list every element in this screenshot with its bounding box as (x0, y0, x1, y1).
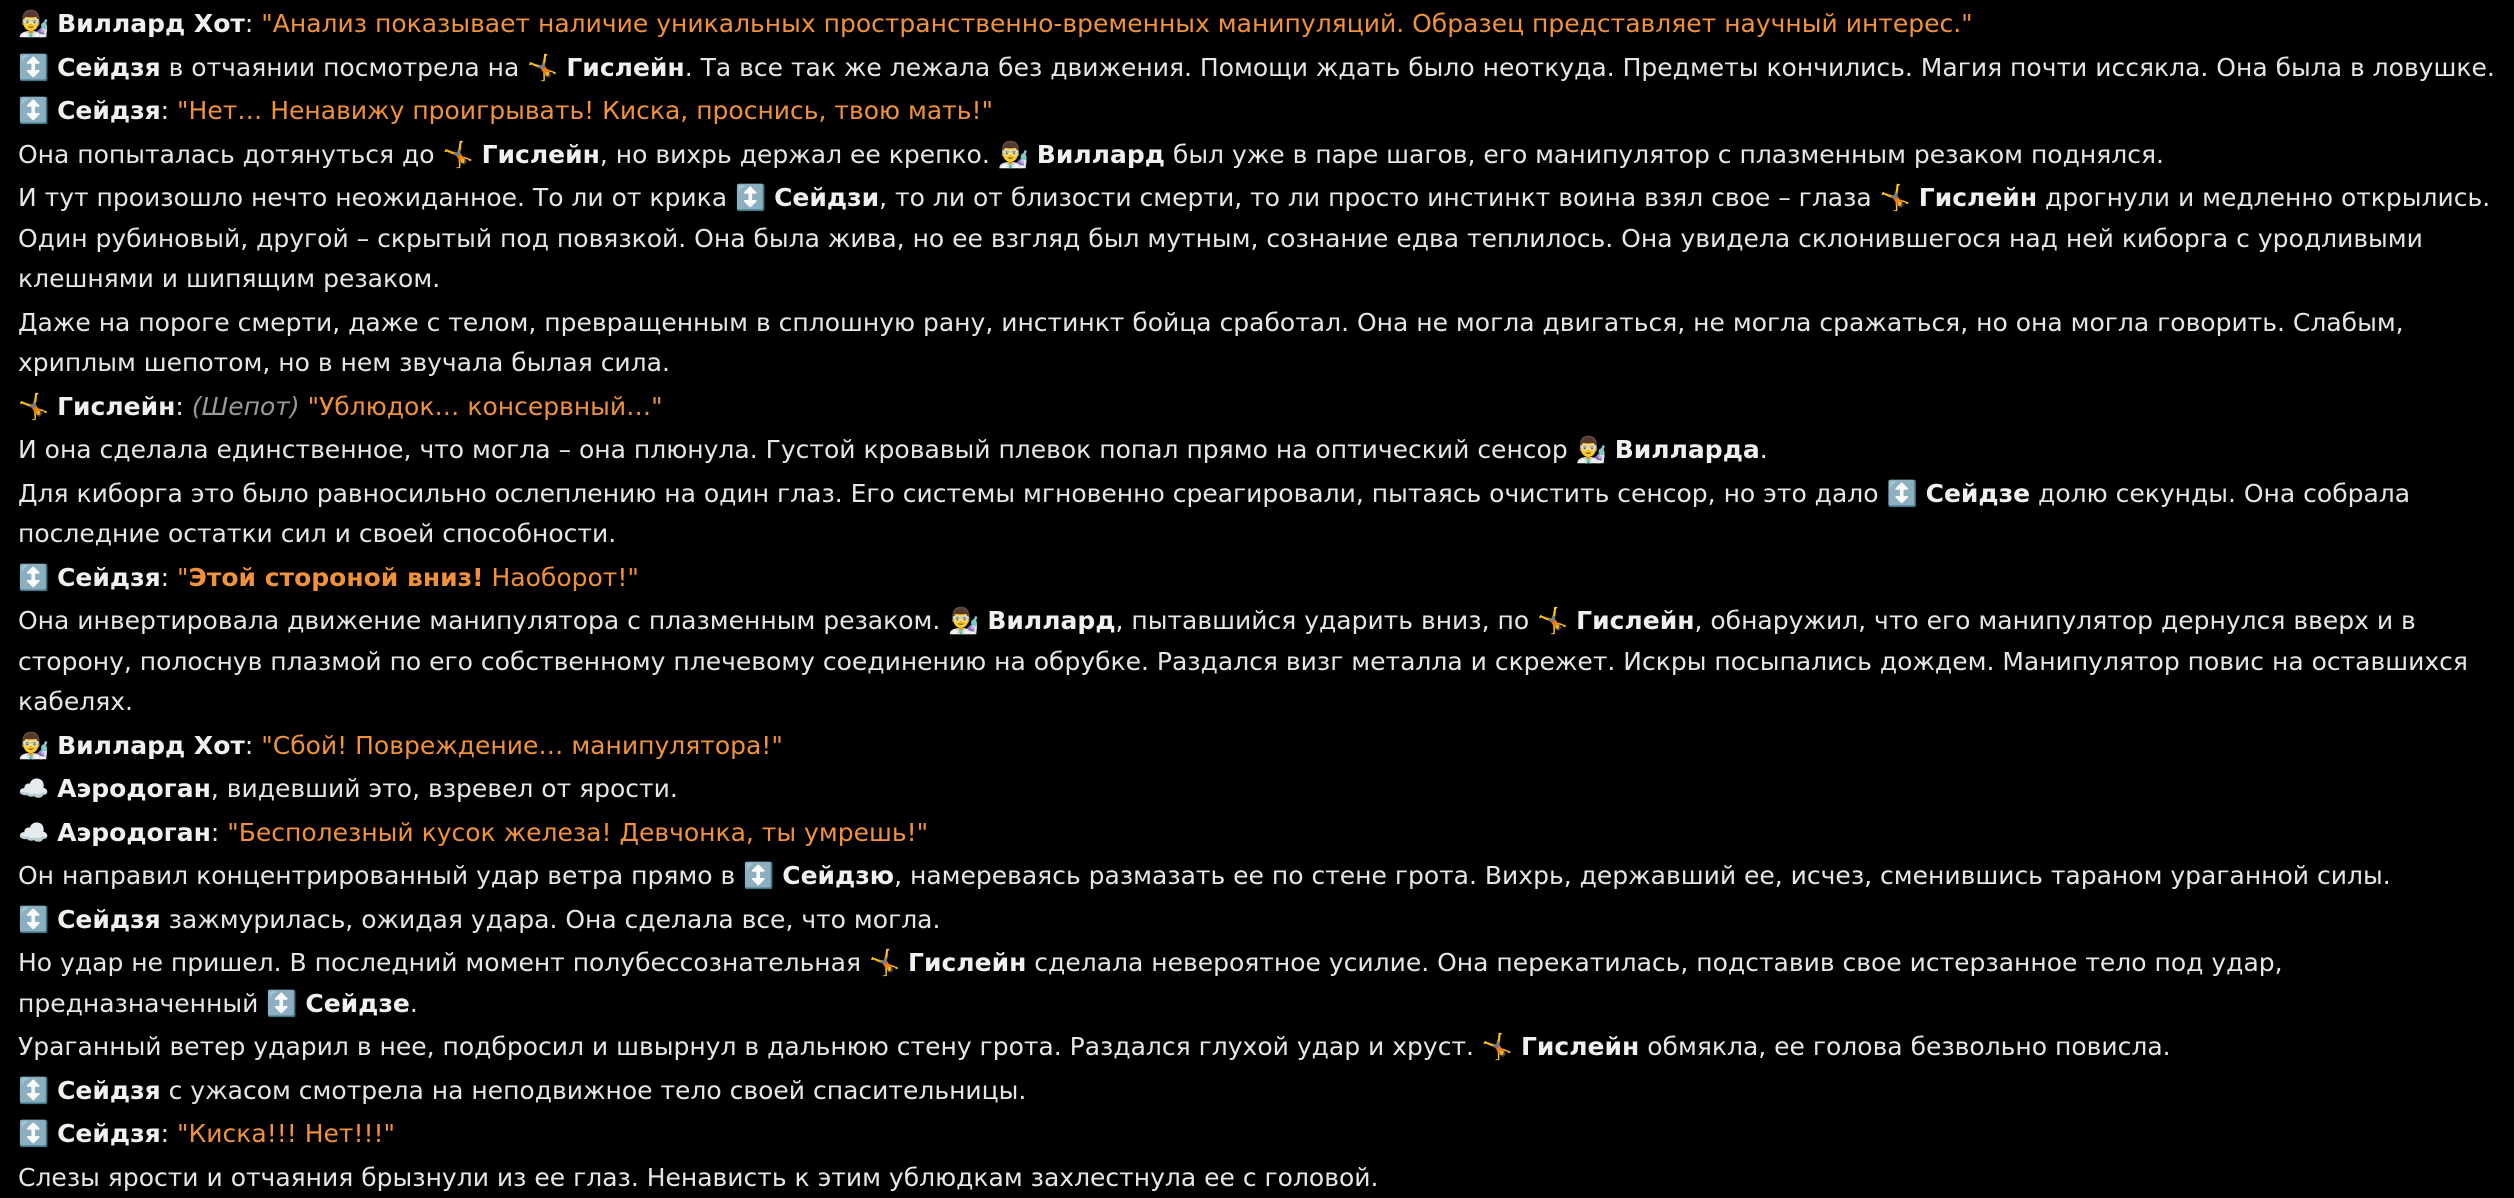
character-emoji-icon: 🤸 (1879, 183, 1919, 212)
character-emoji-icon: 🤸 (1537, 606, 1577, 635)
story-paragraph (18, 387, 2498, 428)
narration-text: И тут произошло нечто неожиданное. То ли от крика (18, 183, 735, 212)
story-paragraph (18, 726, 2498, 767)
character-name: Сейдзя (57, 1119, 161, 1148)
character-name: Виллард Хот (57, 9, 245, 38)
narration-text: , обнаружил, что его манипулятор дернулся вверх и в сторону, полоснув плазмой по его собственному плечевому соединению на обрубке. Раздался визг металла и скрежет. Искры посыпались дождем. Манипулятор повис на оставшихся кабелях. (18, 606, 2468, 716)
narration-text: : (160, 562, 178, 592)
character-emoji-icon: 👨‍🔬 (1575, 435, 1615, 464)
story-paragraph (18, 1114, 2498, 1155)
character-emoji-icon: ↕️ (1886, 478, 1926, 508)
narration-text: : (160, 1119, 178, 1148)
narration-text: Она инвертировала движение манипулятора с плазменным резаком. (18, 606, 949, 635)
dialogue-quote: "Бесполезный кусок железа! Девчонка, ты умрешь!" (227, 817, 929, 847)
character-emoji-icon: 👨‍🔬 (18, 9, 58, 38)
character-name: Гислейн (908, 948, 1027, 977)
story-paragraph (18, 303, 2498, 384)
narration-text: , пытавшийся ударить вниз, по (1115, 606, 1538, 635)
narration-text: Ураганный ветер ударил в нее, подбросил и швырнул в дальнюю стену грота. Раздался глухой удар и хруст. (18, 1032, 1482, 1061)
story-paragraph (18, 1158, 2498, 1198)
narration-text: дрогнули и медленно открылись. Один рубиновый, другой – скрытый под повязкой. Она была жива, но ее взгляд был мутным, сознание едва теплилось. Она увидела склонившегося над ней киборга с уродливыми клешнями и шипящим резаком. (18, 183, 2491, 293)
character-name: Аэродоган (57, 817, 211, 847)
character-emoji-icon: ↕️ (18, 562, 58, 592)
character-name: Виллард (987, 606, 1116, 635)
character-emoji-icon: 👨‍🔬 (948, 606, 988, 635)
character-name: Сейдзя (57, 52, 161, 82)
narration-text: : (160, 96, 178, 125)
dialogue-quote: "Киска!!! Нет!!!" (177, 1119, 396, 1148)
story-paragraph (18, 178, 2498, 300)
character-name: Гислейн (57, 391, 176, 421)
character-name: Вилларда (1614, 435, 1760, 464)
character-name: Гислейн (1576, 606, 1695, 635)
narration-text: Она попыталась дотянуться до (18, 139, 443, 169)
character-name: Сейдзя (57, 562, 161, 592)
narration-text: сделала невероятное усилие. Она перекатилась, подставив свое истерзанное тело под удар, предназначенный (18, 948, 2283, 1018)
story-paragraph (18, 813, 2498, 854)
character-name: Гислейн (566, 52, 685, 82)
story-paragraph (18, 601, 2498, 723)
character-emoji-icon: ↕️ (18, 52, 58, 82)
character-emoji-icon: 👨‍🔬 (18, 730, 58, 760)
character-emoji-icon: ↕️ (18, 1075, 58, 1105)
narration-text: Он направил концентрированный удар ветра прямо в (18, 861, 744, 890)
narration-text: , то ли от близости смерти, то ли просто инстинкт воина взял свое – глаза (879, 183, 1880, 212)
story-paragraph (18, 430, 2498, 471)
character-emoji-icon: 👨‍🔬 (997, 139, 1037, 169)
narration-text: был уже в паре шагов, его манипулятор с плазменным резаком поднялся. (1164, 139, 2164, 169)
story-paragraph (18, 91, 2498, 132)
dialogue-quote: "Нет… Ненавижу проигрывать! Киска, проснись, твою мать!" (177, 96, 994, 125)
story-paragraph (18, 135, 2498, 176)
narration-text: . Та все так же лежала без движения. Помощи ждать было неоткуда. Предметы кончились. Магия почти иссякла. Она была в ловушке. (684, 52, 2495, 82)
character-emoji-icon: ↕️ (18, 1119, 58, 1148)
character-emoji-icon: ↕️ (18, 904, 58, 934)
character-name: Сейдзе (1925, 478, 2031, 508)
story-paragraph (18, 1071, 2498, 1112)
story-paragraph (18, 769, 2498, 810)
dialogue-quote: "Сбой! Повреждение… манипулятора!" (261, 730, 783, 760)
narration-text: , видевший это, взревел от ярости. (210, 774, 678, 803)
dialogue-quote: Наоборот!" (483, 562, 639, 592)
character-name: Сейдзя (57, 1075, 161, 1105)
narration-text: . (1759, 435, 1768, 464)
narration-text (300, 392, 308, 421)
character-emoji-icon: ☁️ (18, 817, 58, 847)
dialogue-quote: "Ублюдок… консервный…" (307, 391, 663, 421)
narration-text: Слезы ярости и отчаяния брызнули из ее глаз. Ненависть к этим ублюдкам захлестнула ее с головой. (18, 1162, 1379, 1192)
dialogue-quote: " (177, 562, 189, 592)
narration-text: Даже на пороге смерти, даже с телом, превращенным в сплошную рану, инстинкт бойца сработал. Она не могла двигаться, не могла сражаться, но она могла говорить. Слабым, хриплым шепотом, но в нем звучала былая сила. (18, 307, 2404, 377)
narration-text: долю секунды. Она собрала последние остатки сил и своей способности. (18, 478, 2411, 548)
narration-text: . (409, 988, 418, 1018)
character-emoji-icon: ☁️ (18, 774, 58, 803)
dialogue-quote: "Анализ показывает наличие уникальных пространственно-временных манипуляций. Образец представляет научный интерес." (261, 9, 1973, 38)
narration-text: с ужасом смотрела на неподвижное тело своей спасительницы. (160, 1075, 1027, 1105)
character-name: Аэродоган (57, 774, 211, 803)
character-name: Сейдзя (57, 96, 161, 125)
character-name: Сейдзе (305, 988, 410, 1018)
narration-text: обмякла, ее голова безвольно повисла. (1639, 1032, 2171, 1061)
character-name: Сейдзя (57, 904, 161, 934)
character-emoji-icon: 🤸 (868, 948, 909, 977)
narration-text: И она сделала единственное, что могла – она плюнула. Густой кровавый плевок попал прямо на оптический сенсор (18, 435, 1576, 464)
narration-text: , намереваясь размазать ее по стене грота. Вихрь, державший ее, исчез, сменившись тараном ураганной силы. (894, 861, 2391, 890)
character-emoji-icon: 🤸 (18, 391, 58, 421)
narration-text: Но удар не пришел. В последний момент полубессознательная (18, 948, 869, 977)
character-name: Гислейн (1918, 183, 2038, 212)
character-name: Гислейн (481, 139, 600, 169)
story-paragraph (18, 1027, 2498, 1068)
stage-direction: (Шепот) (191, 391, 300, 421)
narration-text: : (175, 391, 192, 421)
story-paragraph (18, 4, 2498, 45)
story-paragraph (18, 900, 2498, 941)
character-name: Виллард (1036, 139, 1165, 169)
character-emoji-icon: ↕️ (266, 988, 306, 1018)
narration-text: Для киборга это было равносильно ослеплению на один глаз. Его системы мгновенно среагировали, пытаясь очистить сенсор, но это дало (18, 478, 1887, 508)
character-emoji-icon: 🤸 (442, 139, 482, 169)
narration-text: : (244, 730, 262, 760)
story-paragraph (18, 856, 2498, 897)
character-emoji-icon: 🤸 (527, 52, 567, 82)
narration-text: зажмурилась, ожидая удара. Она сделала все, что могла. (160, 904, 941, 934)
story-paragraph (18, 48, 2498, 89)
dialogue-emphasis: Этой стороной вниз! (188, 562, 484, 592)
character-name: Сейдзю (782, 861, 895, 890)
character-emoji-icon: ↕️ (743, 861, 783, 890)
narration-text: : (244, 9, 262, 38)
character-name: Гислейн (1520, 1032, 1640, 1061)
character-name: Сейдзи (774, 183, 880, 212)
narration-text: : (210, 817, 228, 847)
narration-text: , но вихрь держал ее крепко. (599, 139, 998, 169)
narration-text: в отчаянии посмотрела на (160, 52, 528, 82)
story-paragraph (18, 558, 2498, 599)
character-emoji-icon: 🤸 (1481, 1032, 1521, 1061)
character-emoji-icon: ↕️ (735, 183, 775, 212)
story-paragraph (18, 943, 2498, 1024)
story-paragraph (18, 474, 2498, 555)
character-name: Виллард Хот (57, 730, 245, 760)
character-emoji-icon: ↕️ (18, 96, 58, 125)
